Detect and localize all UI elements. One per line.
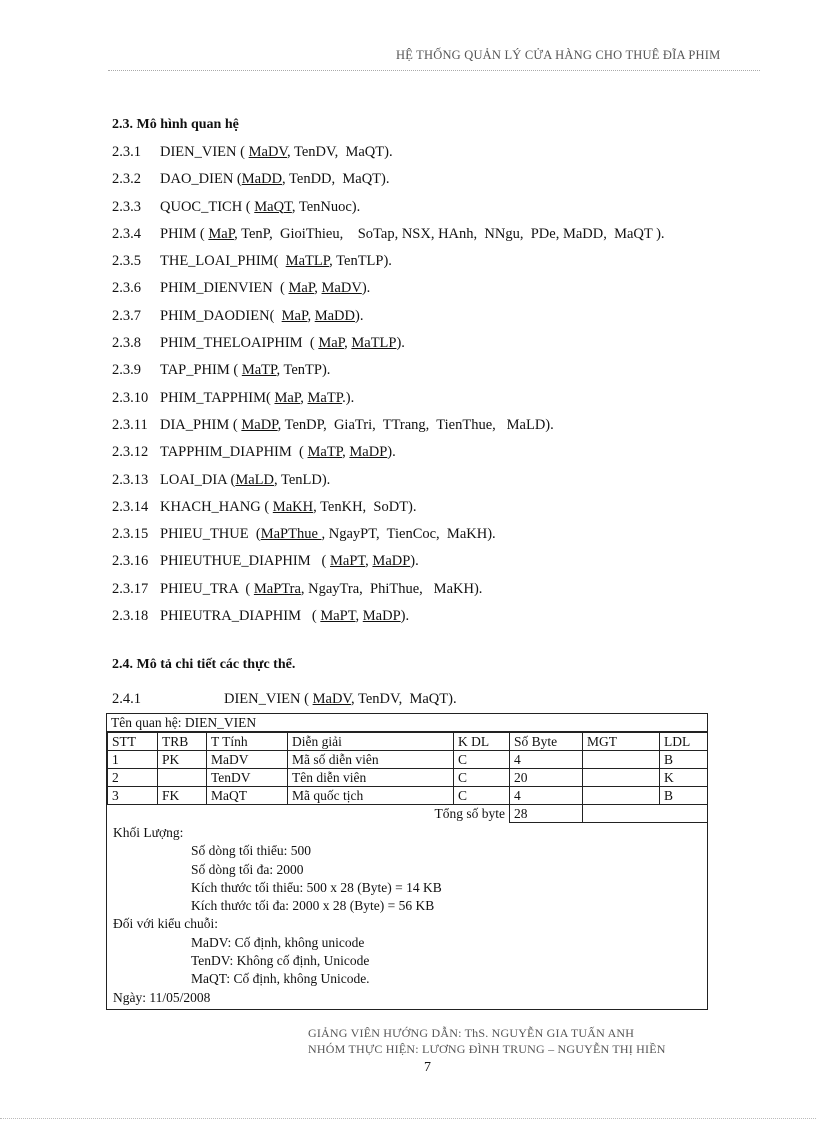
col-header: T Tính [207, 733, 288, 751]
relation-name: DIEN_VIEN [160, 144, 237, 160]
primary-key: MaP [281, 307, 308, 324]
relation-attributes: ). [396, 335, 405, 352]
primary-key: MaP [288, 280, 315, 297]
list-item [112, 253, 762, 280]
relation-name: PHIM_TAPPHIM [160, 389, 266, 406]
key-separator: , [307, 307, 315, 324]
relation-attributes: , TenTLP). [329, 253, 392, 270]
section-title-entity-details: 2.4. Mô tả chi tiết các thực thể. [112, 657, 296, 672]
relation-open: ( [226, 471, 236, 488]
table-cell [583, 787, 660, 805]
list-item-number: 2.3.17 [112, 580, 149, 597]
list-item [112, 199, 762, 226]
list-item-number: 2.3.7 [112, 307, 141, 324]
primary-key: MaPThue [260, 526, 322, 543]
list-item-body [160, 171, 390, 198]
table-cell: FK [158, 787, 207, 805]
table-cell [158, 769, 207, 787]
list-item-body [160, 581, 482, 608]
primary-key: MaKH [272, 498, 314, 515]
col-header: TRB [158, 733, 207, 751]
section-title-relational-model: 2.3. Mô hình quan hệ [112, 117, 239, 132]
relation-open: ( [236, 144, 249, 160]
relation-name: PHIM [160, 225, 197, 242]
primary-key: MaPTra [253, 580, 301, 597]
table-cell: TenDV [207, 769, 288, 787]
list-item-number: 2.3.1 [112, 144, 141, 160]
list-item-number: 2.3.16 [112, 553, 149, 570]
list-item [112, 608, 762, 635]
relation-open: ( [273, 253, 286, 270]
list-item-body [160, 226, 665, 253]
col-header: Diễn giải [288, 733, 454, 751]
total-label: Tổng số byte [108, 805, 510, 823]
primary-key: MaQT [254, 198, 292, 215]
relation-name: PHIEUTRA_DIAPHIM [160, 608, 301, 625]
list-item [112, 390, 762, 417]
list-item-number: 2.3.6 [112, 280, 141, 297]
list-item [112, 226, 762, 253]
primary-key: MaDP [241, 416, 278, 433]
relation-attributes: .). [342, 389, 355, 406]
list-item-body [160, 390, 354, 417]
table-row [108, 751, 708, 769]
relation-name: TAPPHIM_DIAPHIM [160, 444, 292, 461]
table-cell: MaDV [207, 751, 288, 769]
key-separator: , [344, 335, 352, 352]
key-separator: , [300, 389, 308, 406]
running-header: HỆ THỐNG QUẢN LÝ CỬA HÀNG CHO THUÊ ĐĨA PHIM [396, 48, 721, 62]
primary-key: MaDD [314, 307, 355, 324]
relation-open: ( [300, 608, 321, 625]
relation-attributes: , TenDP, GiaTri, TTrang, TienThue, MaLD). [277, 416, 554, 433]
col-header: Số Byte [510, 733, 583, 751]
relation-open: ( [310, 553, 330, 570]
relation-name: KHACH_HANG [160, 498, 261, 515]
primary-key: MaP [208, 225, 235, 242]
col-header: K DL [454, 733, 510, 751]
table-cell: K [660, 769, 708, 787]
relation-attributes: , TenDD, MaQT). [282, 171, 390, 188]
list-item-number: 2.3.3 [112, 198, 141, 215]
table-cell [583, 769, 660, 787]
list-item [112, 417, 762, 444]
list-item-number: 2.3.18 [112, 608, 149, 625]
list-item-body [160, 417, 554, 444]
bottom-rule [0, 1118, 816, 1119]
relation-open: ( [229, 362, 242, 379]
list-item [112, 335, 762, 362]
table-row [108, 787, 708, 805]
table-cell: Tên diễn viên [288, 769, 454, 787]
list-item-body [160, 144, 393, 171]
entity-number: 2.4.1 [112, 691, 141, 707]
list-item-body [160, 280, 370, 307]
date-label: Ngày: 11/05/2008 [113, 989, 211, 1005]
list-item-number: 2.3.11 [112, 416, 148, 433]
primary-key: MaDV [248, 144, 288, 160]
relation-name: PHIM_THELOAIPHIM [160, 335, 303, 352]
list-item-number: 2.3.10 [112, 389, 149, 406]
table-cell: C [454, 787, 510, 805]
running-footer [308, 1025, 666, 1057]
relation-attributes: , TenTP). [276, 362, 331, 379]
list-item [112, 144, 762, 171]
primary-key: MaTLP [285, 253, 330, 270]
list-item-body [160, 199, 360, 226]
relation-name: PHIEU_THUE [160, 526, 249, 543]
list-item-number: 2.3.2 [112, 171, 141, 188]
table-cell: C [454, 769, 510, 787]
list-item-body [160, 335, 405, 362]
relation-name: TAP_PHIM [160, 362, 230, 379]
list-item-body [160, 608, 409, 635]
relation-name: THE_LOAI_PHIM [160, 253, 274, 270]
list-item-number: 2.3.12 [112, 444, 149, 461]
list-item-body [160, 499, 417, 526]
list-item [112, 581, 762, 608]
relation-open: ( [238, 580, 254, 597]
list-item-number: 2.3.9 [112, 362, 141, 379]
list-item-body [160, 362, 330, 389]
primary-key: MaTP [307, 389, 343, 406]
relation-name: PHIM_DAODIEN [160, 307, 270, 324]
primary-key: MaDP [349, 444, 388, 461]
relation-name: QUOC_TICH [160, 198, 243, 215]
relation-open: ( [242, 198, 255, 215]
table-header-row [108, 733, 708, 751]
table-cell: 20 [510, 769, 583, 787]
entity-table [106, 713, 708, 1010]
table-row [108, 769, 708, 787]
relation-open: ( [266, 389, 275, 406]
relation-open: ( [196, 225, 209, 242]
relation-name: PHIM_DIENVIEN [160, 280, 273, 297]
list-item-body [160, 472, 330, 499]
primary-key: MaDV [321, 280, 362, 297]
primary-key: MaDP [362, 608, 401, 625]
list-item [112, 308, 762, 335]
maqt-note: MaQT: Cố định, không Unicode. [191, 971, 370, 987]
table-notes [107, 823, 707, 1009]
min-rows: Số dòng tối thiểu: 500 [191, 843, 312, 859]
list-item-number: 2.3.15 [112, 526, 149, 543]
footer-advisor: GIẢNG VIÊN HƯỚNG DẪN: ThS. NGUYỄN GIA TUẤN ANH [308, 1026, 635, 1040]
relation-name: LOAI_DIA [160, 471, 227, 488]
total-value: 28 [510, 805, 583, 823]
header-rule [108, 70, 760, 71]
table-cell: B [660, 787, 708, 805]
table-cell: 2 [108, 769, 158, 787]
col-header: MGT [583, 733, 660, 751]
madv-note: MaDV: Cố định, không unicode [191, 934, 365, 950]
entity-heading [112, 691, 457, 708]
key-separator: , [314, 280, 322, 297]
primary-key: MaPT [329, 553, 366, 570]
list-item [112, 526, 762, 553]
total-blank [660, 805, 708, 823]
list-item-number: 2.3.14 [112, 498, 149, 515]
table-cell [583, 751, 660, 769]
table-total-row [108, 805, 708, 823]
table-cell: C [454, 751, 510, 769]
table-cell: Mã số diễn viên [288, 751, 454, 769]
list-item-body [160, 308, 363, 335]
key-separator: , [342, 444, 350, 461]
relation-attributes: , NgayTra, PhiThue, MaKH). [300, 580, 483, 597]
relation-attributes: , TenKH, SoDT). [313, 498, 417, 515]
tendv-note: TenDV: Không cố định, Unicode [191, 953, 370, 969]
max-rows: Số dòng tối đa: 2000 [191, 861, 304, 877]
primary-key: MaTP [307, 444, 343, 461]
entity-key: MaDV [312, 691, 352, 707]
relation-attributes: ). [400, 608, 410, 625]
list-item-body [160, 526, 496, 553]
relation-name: PHIEU_TRA [160, 580, 239, 597]
relation-attributes: ). [354, 307, 364, 324]
string-label: Đối với kiểu chuỗi: [113, 916, 219, 932]
relation-attributes: ). [361, 280, 371, 297]
total-empty [583, 805, 660, 823]
relation-open: ( [229, 416, 242, 433]
primary-key: MaDD [241, 171, 283, 188]
table-cell: 4 [510, 787, 583, 805]
relation-open: ( [260, 498, 273, 515]
table-cell: 4 [510, 751, 583, 769]
list-item-body [160, 444, 396, 471]
list-item-body [160, 553, 419, 580]
key-separator: , [355, 608, 363, 625]
relation-attributes: , TenDV, MaQT). [287, 144, 393, 160]
entity-name: DIEN_VIEN [224, 691, 301, 707]
list-item-number: 2.3.13 [112, 471, 149, 488]
relation-name-label: Tên quan hệ: DIEN_VIEN [107, 714, 707, 732]
relation-attributes: , TenP, GioiThieu, SoTap, NSX, HAnh, NNgu, PDe, MaDD, MaQT ). [234, 225, 665, 242]
relation-attributes: , NgayPT, TienCoc, MaKH). [321, 526, 496, 543]
relation-name: DIA_PHIM [160, 416, 230, 433]
list-item-number: 2.3.5 [112, 253, 141, 270]
table-cell: B [660, 751, 708, 769]
max-size: Kích thước tối đa: 2000 x 28 (Byte) = 56 KB [191, 898, 435, 914]
list-item [112, 171, 762, 198]
list-item [112, 362, 762, 389]
primary-key: MaTP [241, 362, 277, 379]
key-separator: , [365, 553, 373, 570]
relation-open: ( [302, 335, 319, 352]
list-item-number: 2.3.8 [112, 335, 141, 352]
relation-open: ( [291, 444, 308, 461]
primary-key: MaDP [372, 553, 411, 570]
relation-attributes: , TenLD). [274, 471, 331, 488]
relation-open: ( [272, 280, 289, 297]
relation-open: ( [248, 526, 261, 543]
table-cell: 1 [108, 751, 158, 769]
primary-key: MaP [318, 335, 345, 352]
col-header: LDL [660, 733, 708, 751]
table-cell: 3 [108, 787, 158, 805]
relation-name: PHIEUTHUE_DIAPHIM [160, 553, 311, 570]
list-item [112, 280, 762, 307]
volume-label: Khối Lượng: [113, 825, 184, 840]
relation-attributes: ). [410, 553, 419, 570]
table-cell: Mã quốc tịch [288, 787, 454, 805]
primary-key: MaP [274, 389, 301, 406]
primary-key: MaTLP [351, 335, 397, 352]
footer-team: NHÓM THỰC HIỆN: LƯƠNG ĐÌNH TRUNG – NGUYỄN THỊ HIỀN [308, 1042, 666, 1056]
table-cell: PK [158, 751, 207, 769]
list-item [112, 472, 762, 499]
relation-attributes: ). [387, 444, 396, 461]
primary-key: MaLD [235, 471, 274, 488]
relation-name: DAO_DIEN [160, 171, 234, 188]
min-size: Kích thước tối thiểu: 500 x 28 (Byte) = 14 KB [191, 879, 442, 895]
entity-open: ( [300, 691, 313, 707]
list-item-body [160, 253, 392, 280]
list-item-number: 2.3.4 [112, 225, 141, 242]
primary-key: MaPT [320, 608, 356, 625]
relation-open: ( [233, 171, 242, 188]
list-item [112, 499, 762, 526]
list-item [112, 553, 762, 580]
list-item [112, 444, 762, 471]
col-header: STT [108, 733, 158, 751]
relation-attributes: , TenNuoc). [291, 198, 361, 215]
table-cell: MaQT [207, 787, 288, 805]
relation-open: ( [269, 307, 282, 324]
page-number: 7 [424, 1060, 431, 1075]
entity-rest: , TenDV, MaQT). [351, 691, 457, 707]
relation-list [112, 144, 762, 635]
